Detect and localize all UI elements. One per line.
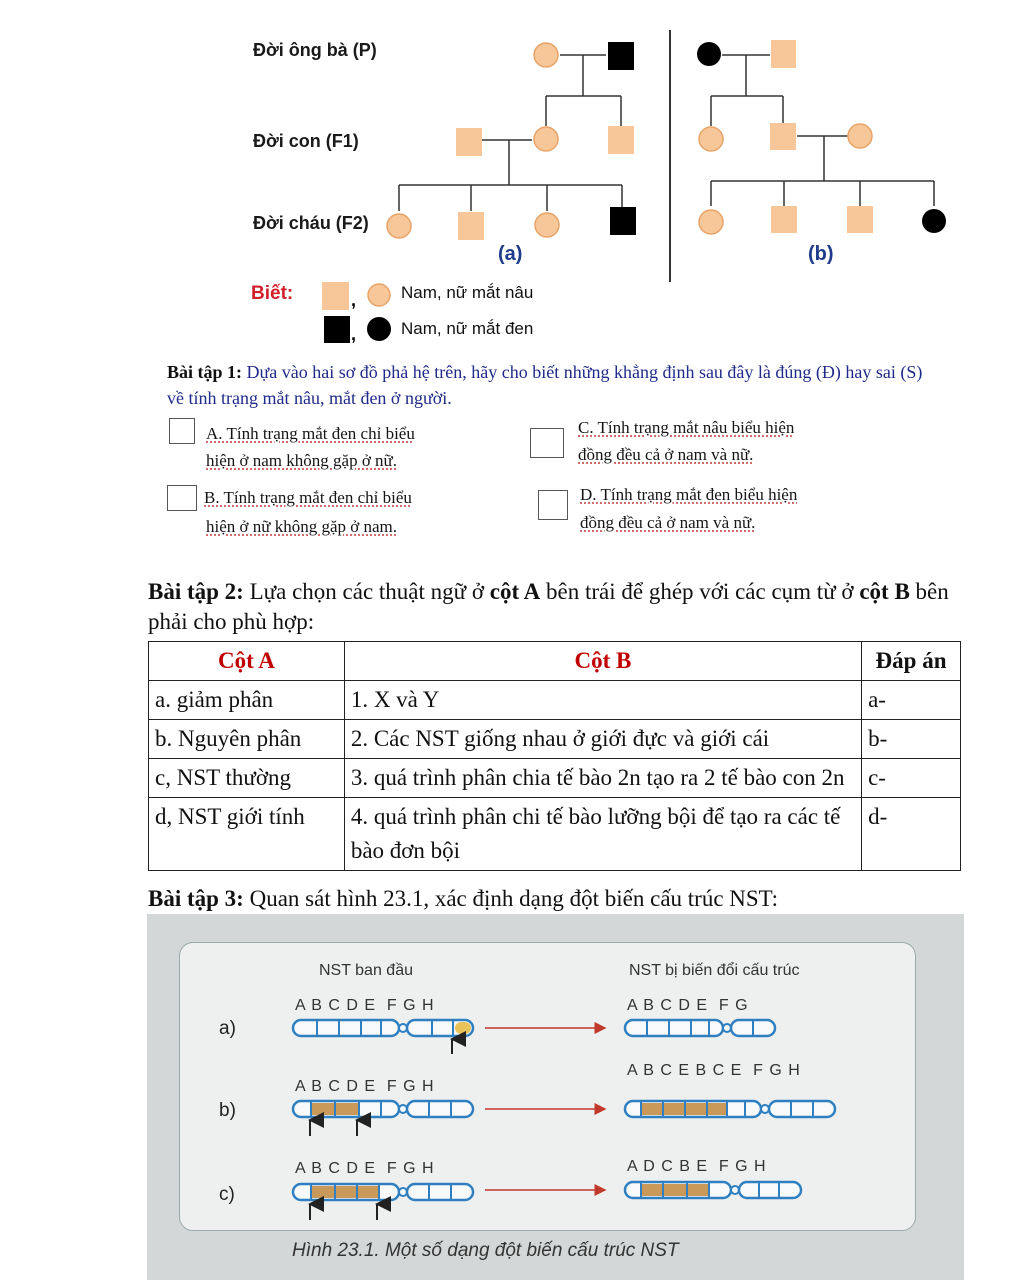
generation-label-f2: Đời cháu (F2) bbox=[253, 213, 369, 233]
checkbox-option-c[interactable] bbox=[530, 428, 564, 458]
f1-female-brown-b2 bbox=[848, 124, 872, 148]
exercise2-prompt-part1: Lựa chọn các thuật ngữ ở bbox=[243, 579, 490, 604]
header-col-b: Cột B bbox=[344, 642, 861, 681]
header-answer: Đáp án bbox=[862, 642, 961, 681]
p-male-black-a bbox=[608, 42, 634, 70]
figure-row-b-label: b) bbox=[219, 1100, 236, 1121]
f2-male-brown-a bbox=[458, 212, 484, 240]
exercise1-text bbox=[167, 359, 937, 411]
row-c-before-genes: A B C D E F G H bbox=[295, 1160, 435, 1177]
f1-male-brown-a2 bbox=[608, 126, 634, 154]
f2-female-black-b bbox=[922, 209, 946, 233]
f2-male-black-a bbox=[610, 207, 636, 235]
option-a-line2: hiện ở nam không gặp ở nữ. bbox=[206, 451, 398, 470]
row-c-after-genes: A D C B E F G H bbox=[627, 1158, 767, 1175]
f1-male-brown-a bbox=[456, 128, 482, 156]
f2-male-brown-b bbox=[771, 206, 797, 233]
cell-answer[interactable]: b- bbox=[862, 720, 961, 759]
legend-brown-text: Nam, nữ mắt nâu bbox=[401, 283, 534, 302]
generation-label-p: Đời ông bà (P) bbox=[253, 40, 377, 60]
exercise2-prompt-part3: bên phải cho phù hợp: bbox=[148, 579, 949, 634]
row-a-chromosome-before bbox=[293, 1020, 473, 1054]
cell-col-a: a. giảm phân bbox=[149, 681, 345, 720]
figure-col-right: NST bị biến đổi cấu trúc bbox=[629, 962, 800, 979]
option-c-line2: đồng đều cả ở nam và nữ. bbox=[578, 445, 754, 464]
option-d-line2: đồng đều cả ở nam và nữ. bbox=[580, 513, 756, 532]
row-b-chromosome-after bbox=[625, 1101, 835, 1117]
exercise3-prompt: Quan sát hình 23.1, xác định dạng đột biến cấu trúc NST: bbox=[243, 886, 778, 911]
generation-label-f1: Đời con (F1) bbox=[253, 131, 359, 151]
p-female-black-b bbox=[697, 42, 721, 66]
exercise2-col-a-ref: cột A bbox=[489, 579, 541, 604]
row-b-after-genes: A B C E B C E F G H bbox=[627, 1062, 801, 1079]
legend-symbols bbox=[318, 280, 398, 348]
row-c-chromosome-before bbox=[293, 1184, 473, 1220]
cell-col-a: d, NST giới tính bbox=[149, 798, 345, 871]
legend-brown-male-icon bbox=[322, 282, 349, 310]
cell-col-a: c, NST thường bbox=[149, 759, 345, 798]
f1-female-brown-a bbox=[534, 127, 558, 151]
f1-female-brown-b bbox=[699, 127, 723, 151]
legend-black-text: Nam, nữ mắt đen bbox=[401, 319, 534, 338]
cell-col-b: 4. quá trình phân chi tế bào lưỡng bội để tạo ra các tế bào đơn bội bbox=[344, 798, 861, 871]
exercise3-title: Bài tập 3: bbox=[148, 886, 244, 911]
row-a-after-genes: A B C D E F G bbox=[627, 997, 749, 1014]
table-row bbox=[149, 798, 961, 871]
figure-23-1-photo bbox=[147, 914, 964, 1280]
header-col-a: Cột A bbox=[149, 642, 345, 681]
option-d-line1: D. Tính trạng mắt đen biểu hiện bbox=[580, 485, 798, 504]
legend-separator-2: , bbox=[351, 324, 357, 344]
row-c-chromosome-after bbox=[625, 1182, 801, 1198]
p-female-brown-a bbox=[534, 43, 558, 67]
figure-row-a-label: a) bbox=[219, 1018, 236, 1039]
table-row bbox=[149, 681, 961, 720]
legend-title: Biết: bbox=[251, 283, 294, 304]
table-row bbox=[149, 720, 961, 759]
figure-col-left: NST ban đầu bbox=[319, 962, 413, 979]
cell-col-b: 3. quá trình phân chia tế bào 2n tạo ra 2 tế bào con 2n bbox=[344, 759, 861, 798]
option-b-line2: hiện ở nữ không gặp ở nam. bbox=[206, 517, 398, 536]
cell-col-b: 1. X và Y bbox=[344, 681, 861, 720]
figure-row-c-label: c) bbox=[219, 1184, 235, 1205]
cell-answer[interactable]: a- bbox=[862, 681, 961, 720]
exercise1-title: Bài tập 1: bbox=[167, 362, 243, 382]
f2-male-brown-b2 bbox=[847, 206, 873, 233]
f1-male-brown-b bbox=[770, 123, 796, 150]
legend-black-male-icon bbox=[324, 316, 350, 343]
f2-female-brown-b bbox=[699, 210, 723, 234]
exercise2-title: Bài tập 2: bbox=[148, 579, 244, 604]
legend-separator-1: , bbox=[351, 290, 357, 310]
table-header-row bbox=[149, 642, 961, 681]
chromosome-diagram bbox=[147, 914, 964, 1280]
exercise2-prompt-part2: bên trái để ghép với các cụm từ ở bbox=[540, 579, 860, 604]
exercise1-prompt: Dựa vào hai sơ đồ phả hệ trên, hãy cho biết những khẳng định sau đây là đúng (Đ) hay sai (S) về tính trạng mắt nâu, mắt đen ở người. bbox=[167, 362, 923, 408]
p-male-brown-b bbox=[771, 40, 796, 68]
f2-female-brown-a2 bbox=[535, 213, 559, 237]
diagram-a-label: (a) bbox=[498, 243, 523, 265]
exercise2-heading bbox=[148, 577, 968, 637]
row-b-chromosome-before bbox=[293, 1101, 473, 1136]
exercise3-heading bbox=[148, 884, 968, 914]
checkbox-option-b[interactable] bbox=[167, 485, 197, 511]
row-a-chromosome-after bbox=[625, 1020, 775, 1036]
exercise2-col-b-ref: cột B bbox=[859, 579, 910, 604]
matching-table bbox=[148, 641, 961, 871]
checkbox-option-d[interactable] bbox=[538, 490, 568, 520]
cell-col-b: 2. Các NST giống nhau ở giới đực và giới cái bbox=[344, 720, 861, 759]
cell-col-a: b. Nguyên phân bbox=[149, 720, 345, 759]
table-row bbox=[149, 759, 961, 798]
cell-answer[interactable]: d- bbox=[862, 798, 961, 871]
legend-black-female-icon bbox=[367, 317, 391, 341]
option-b-line1: B. Tính trạng mắt đen chỉ biểu bbox=[204, 488, 412, 507]
option-c-line1: C. Tính trạng mắt nâu biểu hiện bbox=[578, 418, 795, 437]
row-b-before-genes: A B C D E F G H bbox=[295, 1078, 435, 1095]
diagram-b-label: (b) bbox=[808, 243, 834, 265]
legend-brown-female-icon bbox=[368, 284, 390, 306]
f2-female-brown-a bbox=[387, 214, 411, 238]
row-a-before-genes: A B C D E F G H bbox=[295, 997, 435, 1014]
figure-caption: Hình 23.1. Một số dạng đột biến cấu trúc NST bbox=[292, 1240, 679, 1261]
option-a-line1: A. Tính trạng mắt đen chỉ biểu bbox=[206, 424, 415, 443]
checkbox-option-a[interactable] bbox=[169, 418, 195, 444]
cell-answer[interactable]: c- bbox=[862, 759, 961, 798]
